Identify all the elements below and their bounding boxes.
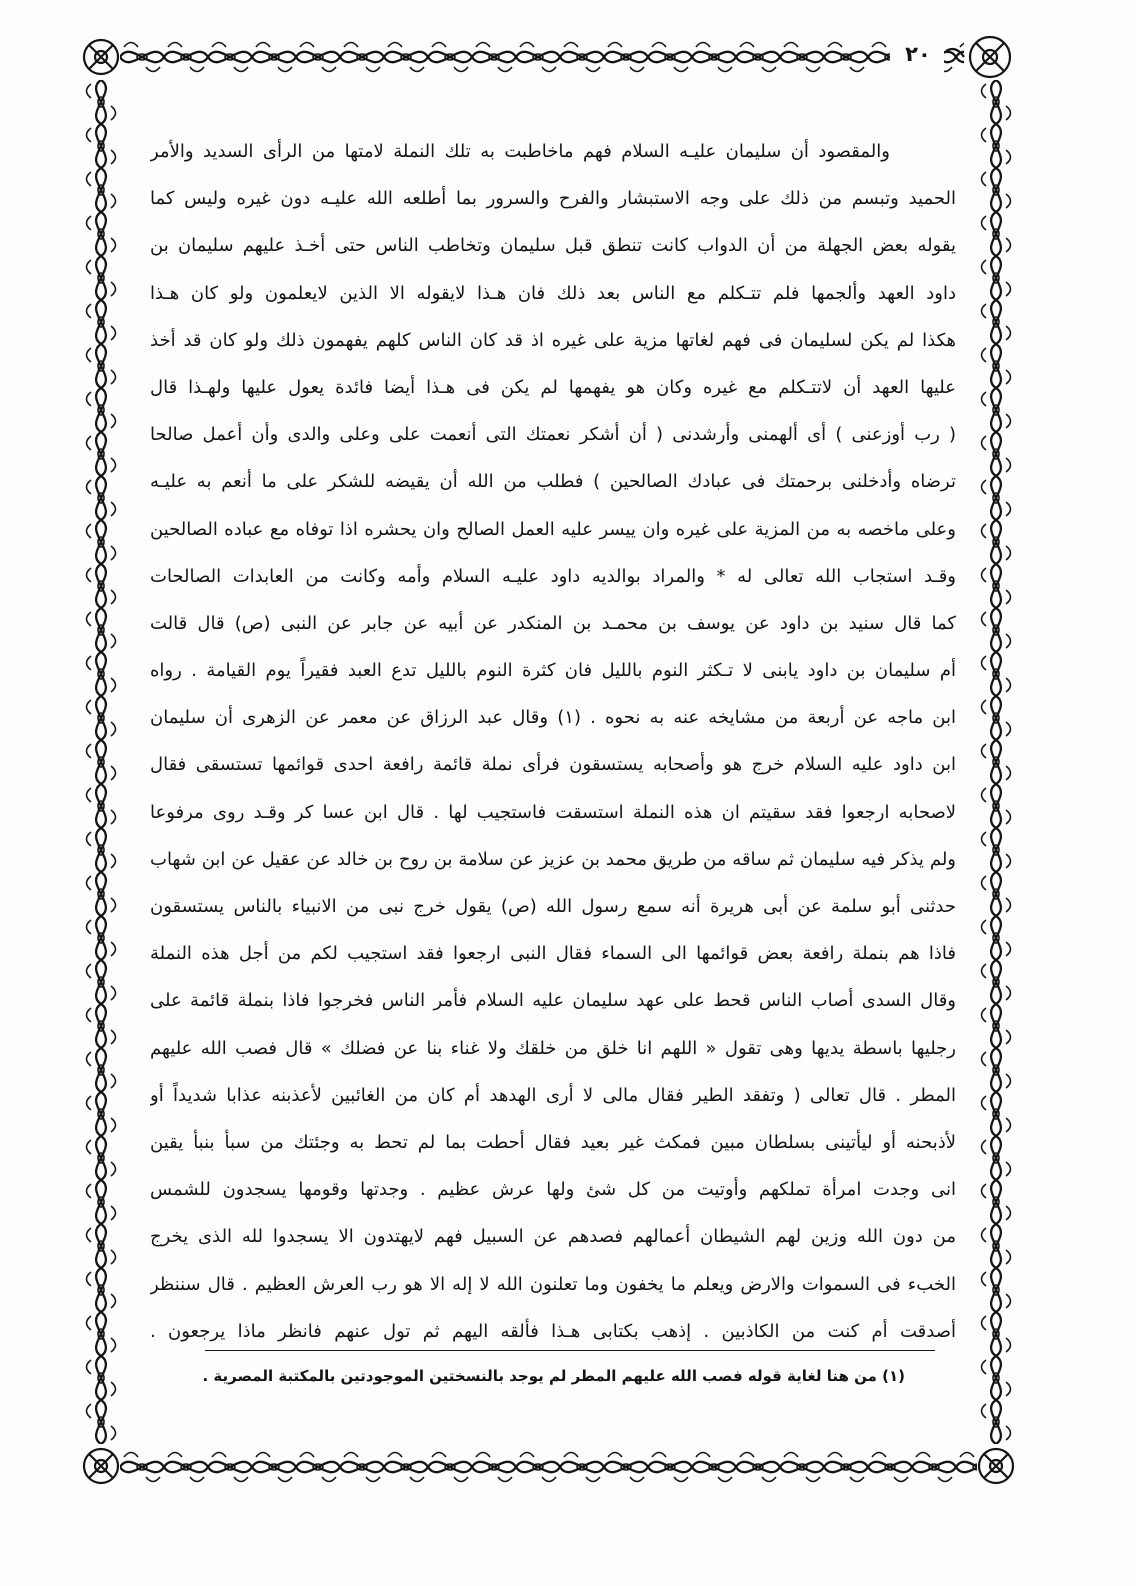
footnote-separator <box>205 1350 935 1351</box>
body-text <box>150 128 956 1355</box>
text-line: ابن داود عليه السلام خرج هو وأصحابه يستسقون فرأى نملة قائمة رافعة احدى قوائمها تستسقى فقال <box>150 754 956 776</box>
text-line: يقوله بعض الجهلة من أن الدواب كانت تنطق قبل سليمان وتخاطب الناس حتى أخـذ عليهم سليمان بن <box>150 235 956 257</box>
text-line: المطر . قال تعالى ( وتفقد الطير فقال مالى لا أرى الهدهد أم كان من الغائبين لأعذبنه عذابا شديداً أو <box>150 1084 956 1106</box>
border-top-chain <box>120 36 890 78</box>
text-line: فاذا هم بنملة رافعة بعض قوائمها الى السماء فقال النبى ارجعوا فقد استجيب لكم من أجل هذه النملة <box>150 943 956 965</box>
text-line: رجليها باسطة يديها وهى تقول « اللهم انا خلق من خلقك ولا غناء بنا عن فضلك » قال فصب الله عليهم <box>150 1037 956 1059</box>
corner-ornament-bottom-right <box>979 1449 1013 1483</box>
text-line: أم سليمان بن داود يابنى لا تـكثر النوم بالليل فان كثرة النوم بالليل تدع العبد فقيراً يوم القيامة . رواه <box>150 660 956 682</box>
text-line: داود العهد وألجمها فلم تتـكلم مع الناس بعد ذلك فان هـذا لايقوله الا الذين لايعلمون ولو كان هـذا <box>150 282 956 304</box>
text-line: هكذا لم يكن لسليمان فى فهم لغاتها مزية على غيره اذ قد كان الناس كلهم يفهمون ذلك ولو كان قد أخذ <box>150 329 956 351</box>
text-line: الخبء فى السموات والارض ويعلم ما يخفون وما تعلنون الله لا إله الا هو رب العرش العظيم . قال سننظر <box>150 1273 956 1295</box>
text-line: وعلى ماخصه به من المزية على غيره وان ييسر عليه العمل الصالح وان يحشره اذا توفاه مع عباده الصالحين <box>150 518 956 540</box>
text-line: ابن ماجه عن أربعة من مشايخه عنه به نحوه . (١) وقال عبد الرزاق عن معمر عن الزهرى أن سليمان <box>150 707 956 729</box>
text-line: أصدقت أم كنت من الكاذبين . إذهب بكتابى هـذا فألقه اليهم ثم تول عنهم فانظر ماذا يرجعون . <box>150 1320 956 1342</box>
text-line: حدثنى أبو سلمة عن أبى هريرة أنه سمع رسول الله (ص) يقول خرج نبى من الانبياء بالناس يستسقون <box>150 896 956 917</box>
text-line: انى وجدت امرأة تملكهم وأوتيت من كل شئ ولها عرش عظيم . وجدتها وقومها يسجدون للشمس <box>150 1179 956 1201</box>
corner-ornament-bottom-left <box>84 1449 118 1483</box>
corner-ornament-top-left <box>84 40 118 74</box>
text-line: من دون الله وزين لهم الشيطان أعمالهم فصدهم عن السبيل فهم لايهتدون الا يسجدوا لله الذى يخرج <box>150 1226 956 1248</box>
text-line: ( رب أوزعنى ) أى ألهمنى وأرشدنى ( أن أشكر نعمتك التى أنعمت على وعلى والدى وأن أعمل صالحا <box>150 424 956 446</box>
text-line: ترضاه وأدخلنى برحمتك فى عبادك الصالحين ) فطلب من الله أن يقيضه للشكر على ما أنعم به عليـه <box>150 471 956 493</box>
text-line: الحميد وتبسم من ذلك على وجه الاستبشار والفرح والسرور بما أطلعه الله عليـه دون غيره وليس كما <box>150 188 956 210</box>
footnote: (١) من هنا لغاية قوله فصب الله عليهم المطر لم يوجد بالنسختين الموجودتين بالمكتبة المصرية . <box>202 1367 905 1385</box>
text-line: عليها العهد أن لاتتـكلم مع غيره وكان هو يفهمها لم يكن فى هـذا أيضا فائدة يعول عليها ولهـذا قال <box>150 376 956 398</box>
text-line: كما قال سنيد بن داود عن يوسف بن محمـد بن المنكدر عن أبيه عن جابر عن النبى (ص) قال قالت <box>150 612 956 634</box>
text-line: والمقصود أن سليمان عليـه السلام فهم ماخاطبت به تلك النملة لامتها من الرأى السديد والأمر <box>150 141 890 162</box>
text-line: وقـد استجاب الله تعالى له * والمراد بوالديه داود عليـه السلام وأمه وكانت من العابدات الصالحات <box>150 565 956 587</box>
border-top-chain-end <box>944 36 964 78</box>
text-line: لأذبحنه أو ليأتينى بسلطان مبين فمكث غير بعيد فقال أحطت بما لم تحط به وجئتك من سبأ بنبأ يقين <box>150 1131 956 1153</box>
text-line: وقال السدى أصاب الناس قحط على عهد سليمان عليه السلام فأمر الناس فخرجوا فاذا بنملة قائمة على <box>150 990 956 1012</box>
border-left-chain <box>82 80 120 1444</box>
text-line: ولم يذكر فيه سليمان ثم ساقه من طريق محمد بن عزيز عن سلامة بن روح بن خالد عن عقيل عن ابن شهاب <box>150 848 956 870</box>
page-number: ٢٠ <box>893 34 943 74</box>
text-line: لاصحابه ارجعوا فقد سقيتم ان هذه النملة استسقت فاستجيب لها . قال ابن عسا كر وقـد روى مرفوعا <box>150 801 956 823</box>
border-right-chain <box>977 80 1015 1444</box>
border-bottom-chain <box>120 1446 977 1488</box>
